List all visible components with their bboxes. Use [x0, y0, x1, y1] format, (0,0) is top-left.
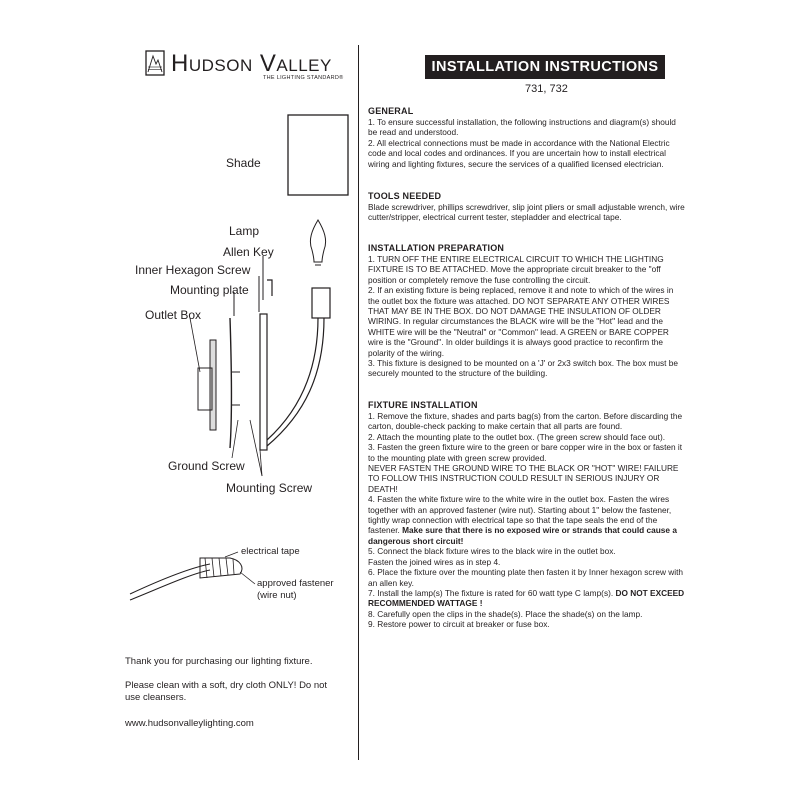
- model-numbers: 731, 732: [525, 83, 568, 95]
- lamp-drawing: [310, 220, 325, 262]
- page-title: INSTALLATION INSTRUCTIONS: [425, 55, 665, 79]
- label-electrical-tape: electrical tape: [241, 546, 300, 557]
- label-outlet-box: Outlet Box: [145, 308, 202, 322]
- section-heading: GENERAL: [368, 106, 414, 116]
- label-wire-nut: (wire nut): [257, 590, 297, 601]
- section-heading: FIXTURE INSTALLATION: [368, 400, 478, 410]
- section-heading: INSTALLATION PREPARATION: [368, 243, 505, 253]
- section-tools: TOOLS NEEDED Blade screwdriver, phillips screwdriver, slip joint pliers or small adjustable wrench, wire cutter/stripper, electrical current tester, stepladder and electrical tape.: [368, 191, 685, 223]
- section-general: GENERAL 1. To ensure successful installation, the following instructions and diagram(s) should be read and understood. 2. All electrical connections must be made in accordance with the National Electric code and local codes and ordinances. If you are uncertain how to install electrical wiring and lighting fixtures, secure the services of a qualified licensed electrician.: [368, 106, 685, 169]
- backplate-drawing: [260, 314, 267, 450]
- website-link[interactable]: www.hudsonvalleylighting.com: [125, 718, 254, 729]
- section-installation-preparation: INSTALLATION PREPARATION 1. TURN OFF THE ENTIRE ELECTRICAL CIRCUIT TO WHICH THE LIGHTING FIXTURE IS TO BE ATTACHED. Move the appropriate circuit breaker to the "off position or completely remove the fuse controlling the circuit. 2. If an existing fixture is being replaced, remove it and note to which of the wires in the outlet box the fixture was attached. DO NOT SEPARATE ANY OTHER WIRES THAT MAY BE IN THE BOX. DO NOT DAMAGE THE INSULATION OF OLDER WIRING. In regular circumstances the BLACK wire will be the "Hot" lead and the WHITE wire will be the "Neutral" or "Common" lead. A GREEN or BARE COPPER wire is the "Ground". In older buildings it is always good practice to reconfirm the polarity of the wiring. 3. This fixture is designed to be mounted on a 'J' or 2x3 switch box. The box must be securely mounted to the structure of the building.: [368, 243, 685, 379]
- label-lamp: Lamp: [229, 224, 260, 238]
- arm-drawing: [267, 318, 318, 440]
- thanks-text: Thank you for purchasing our lighting fixture.: [125, 656, 313, 667]
- label-approved-fastener: approved fastener: [257, 578, 334, 589]
- wall-drawing: [210, 340, 216, 430]
- label-shade: Shade: [226, 156, 261, 170]
- label-ground-screw: Ground Screw: [168, 459, 245, 473]
- label-mounting-plate: Mounting plate: [170, 283, 249, 297]
- label-mounting-screw: Mounting Screw: [226, 481, 313, 495]
- wire-nut-drawing: [130, 552, 255, 600]
- label-allen-key: Allen Key: [223, 245, 274, 259]
- shade-drawing: [288, 115, 348, 195]
- footer-notes: [125, 656, 350, 742]
- cleaning-text: Please clean with a soft, dry cloth ONLY! Do not use cleansers.: [125, 680, 328, 703]
- mounting-plate-drawing: [230, 318, 232, 448]
- socket-drawing: [312, 288, 330, 318]
- section-fixture-installation: FIXTURE INSTALLATION 1. Remove the fixture, shades and parts bag(s) from the carton. Before discarding the carton, double-check packing to make certain that all parts are found. 2. Attach the mounting plate to the outlet box. (The green screw should face out). 3. Fasten the green fixture wire to the green or bare copper wire in the box or fasten it to the mounting plate with green screw provided. NEVER FASTEN THE GROUND WIRE TO THE BLACK OR "HOT" WIRE! FAILURE TO FOLLOW THIS INSTRUCTION COULD RESULT IN SERIOUS INJURY OR DEATH! 4. Fasten the white fixture wire to the white wire in the outlet box. Fasten the wires together with an approved fastener (wire nut). Starting about 1" below the fastener, tightly wrap connection with electrical tape so that the tape seals the end of the fastener. Make sure that there is no exposed wire or strands that could cause a dangerous short circuit! 5. Connect the black fixture wires to the black wire in the outlet box. Fasten the joined wires as in step 4. 6. Place the fixture over the mounting plate then fasten it by Inner hexagon screw with an allen key. 7. Install the lamp(s) The fixture is rated for 60 watt type C lamp(s). DO NOT EXCEED RECOMMENDED WATTAGE ! 8. Carefully open the clips in the shade(s). Place the shade(s) on the lamp. 9. Restore power to circuit at breaker or fuse box.: [368, 400, 685, 630]
- label-inner-hexagon-screw: Inner Hexagon Screw: [135, 263, 251, 277]
- brand-name: Hudson Valley: [171, 50, 332, 77]
- brand-tagline: THE LIGHTING STANDARD®: [263, 75, 344, 81]
- section-heading: TOOLS NEEDED: [368, 191, 442, 201]
- allen-key-drawing: [267, 280, 272, 296]
